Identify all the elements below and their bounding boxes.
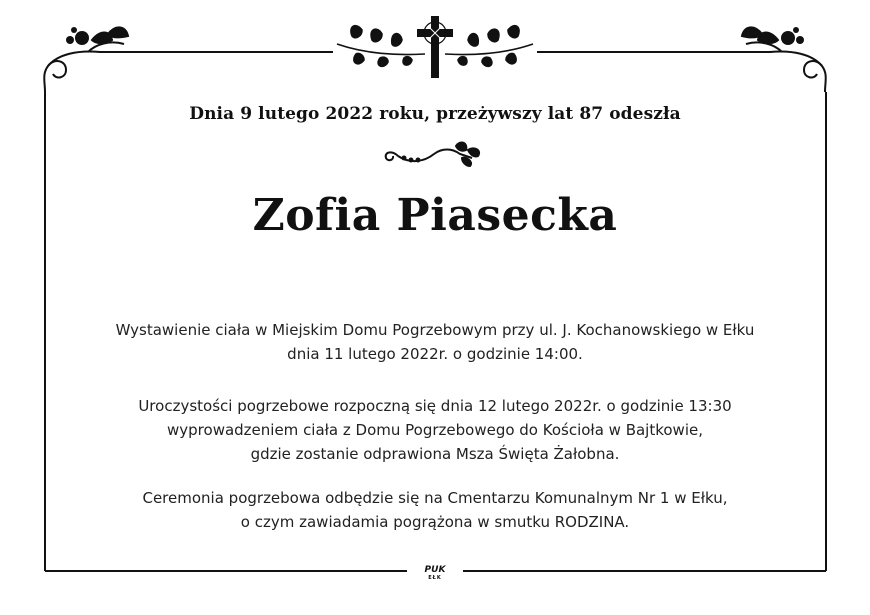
paragraph-line: o czym zawiadamia pogrążona w smutku RODZINA.	[240, 513, 630, 531]
logo-sub-text: EŁK	[428, 575, 442, 581]
paragraph-line: Wystawienie ciała w Miejskim Domu Pogrzebowym przy ul. J. Kochanowskiego w Ełku	[115, 321, 755, 339]
burial-paragraph	[0, 486, 870, 534]
deceased-name: Zofia Piasecka	[252, 190, 618, 241]
paragraph-line: gdzie zostanie odprawiona Msza Święta Żałobna.	[250, 445, 620, 463]
logo-main-text: PUK	[424, 565, 446, 575]
death-announcement-intro: Dnia 9 lutego 2022 roku, przeżywszy lat 87 odeszła	[189, 104, 681, 124]
paragraph-line: Uroczystości pogrzebowe rozpoczną się dnia 12 lutego 2022r. o godzinie 13:30	[138, 397, 732, 415]
ceremony-paragraph	[0, 394, 870, 466]
divider-flourish-icon	[386, 143, 479, 166]
corner-ornament-right-icon	[740, 27, 826, 92]
paragraph-line: dnia 11 lutego 2022r. o godzinie 14:00.	[287, 345, 583, 363]
viewing-paragraph	[0, 318, 870, 366]
corner-ornament-left-icon	[44, 27, 130, 92]
olive-branch-left-icon	[337, 26, 425, 67]
cross-icon	[417, 16, 453, 78]
olive-branch-right-icon	[445, 26, 533, 67]
company-logo	[417, 565, 453, 583]
paragraph-line: wyprowadzeniem ciała z Domu Pogrzebowego do Kościoła w Bajtkowie,	[167, 421, 703, 439]
paragraph-line: Ceremonia pogrzebowa odbędzie się na Cmentarzu Komunalnym Nr 1 w Ełku,	[142, 489, 728, 507]
